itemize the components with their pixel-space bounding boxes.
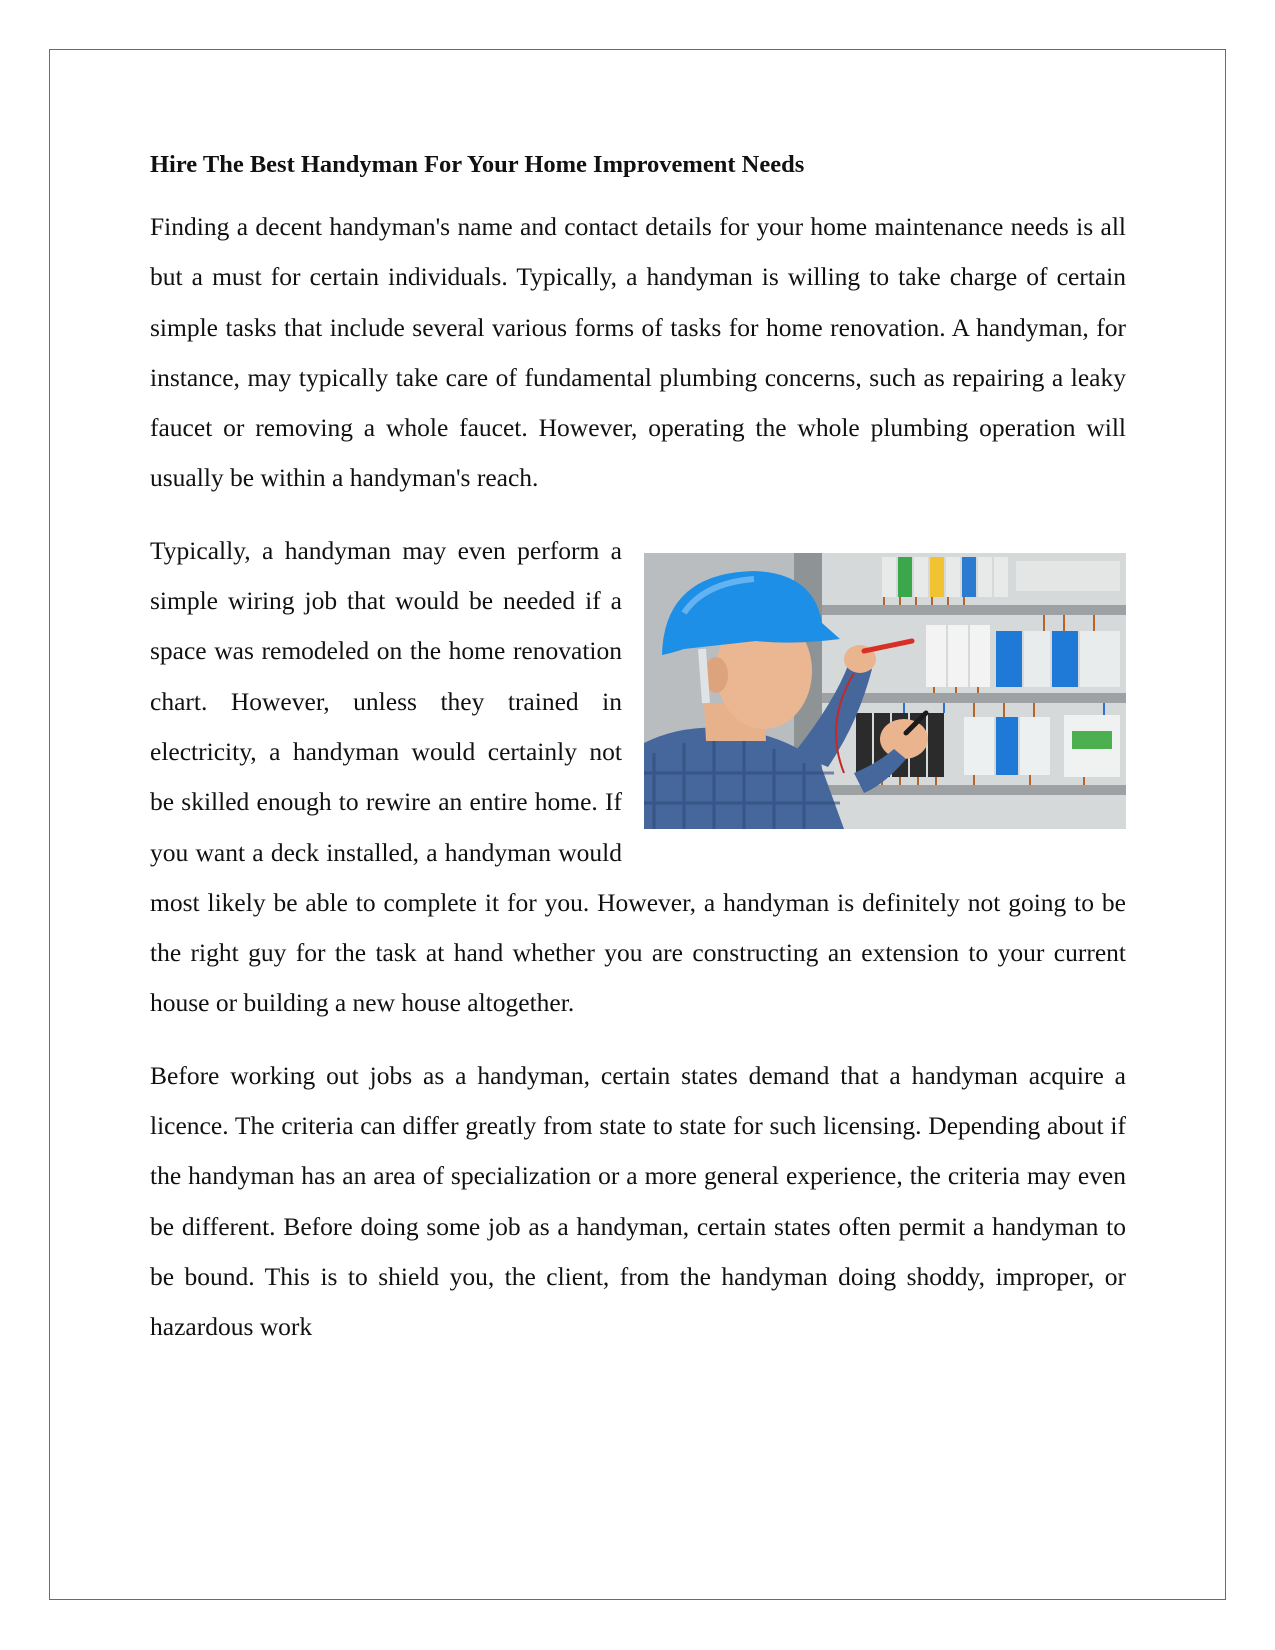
paragraph-2: Typically, a handyman may even perform a simple wiring job that would be needed if a space was remodeled on the home renovation chart. However, unless they trained in electricity, a handyman would certainly not be skilled enough to rewire an entire home. If you want a deck installed, a handyman would most likely be able to complete it for you. However, a handyman is definitely not going to be the right guy for the task at hand whether you are constructing an extension to your current house or building a new house altogether. <box>150 535 1126 1018</box>
paragraph-2-wrapper <box>150 526 1126 1029</box>
document-body <box>150 148 1126 1375</box>
paragraph-3: Before working out jobs as a handyman, certain states demand that a handyman acquire a licence. The criteria can differ greatly from state to state for such licensing. Depending about if the handyman has an area of specialization or a more general experience, the criteria may even be different. Before doing some job as a handyman, certain states often permit a handyman to be bound. This is to shield you, the client, from the handyman doing shoddy, improper, or hazardous work <box>150 1060 1126 1342</box>
document-title: Hire The Best Handyman For Your Home Improvement Needs <box>150 151 805 178</box>
electrician-illustration <box>644 553 1126 829</box>
electrician-photo <box>644 553 1126 829</box>
paragraph-1: Finding a decent handyman's name and contact details for your home maintenance needs is all but a must for certain individuals. Typically, a handyman is willing to take charge of certain simple tasks that include several various forms of tasks for home renovation. A handyman, for instance, may typically take care of fundamental plumbing concerns, such as repairing a leaky faucet or removing a whole faucet. However, operating the whole plumbing operation will usually be within a handyman's reach. <box>150 212 1126 493</box>
